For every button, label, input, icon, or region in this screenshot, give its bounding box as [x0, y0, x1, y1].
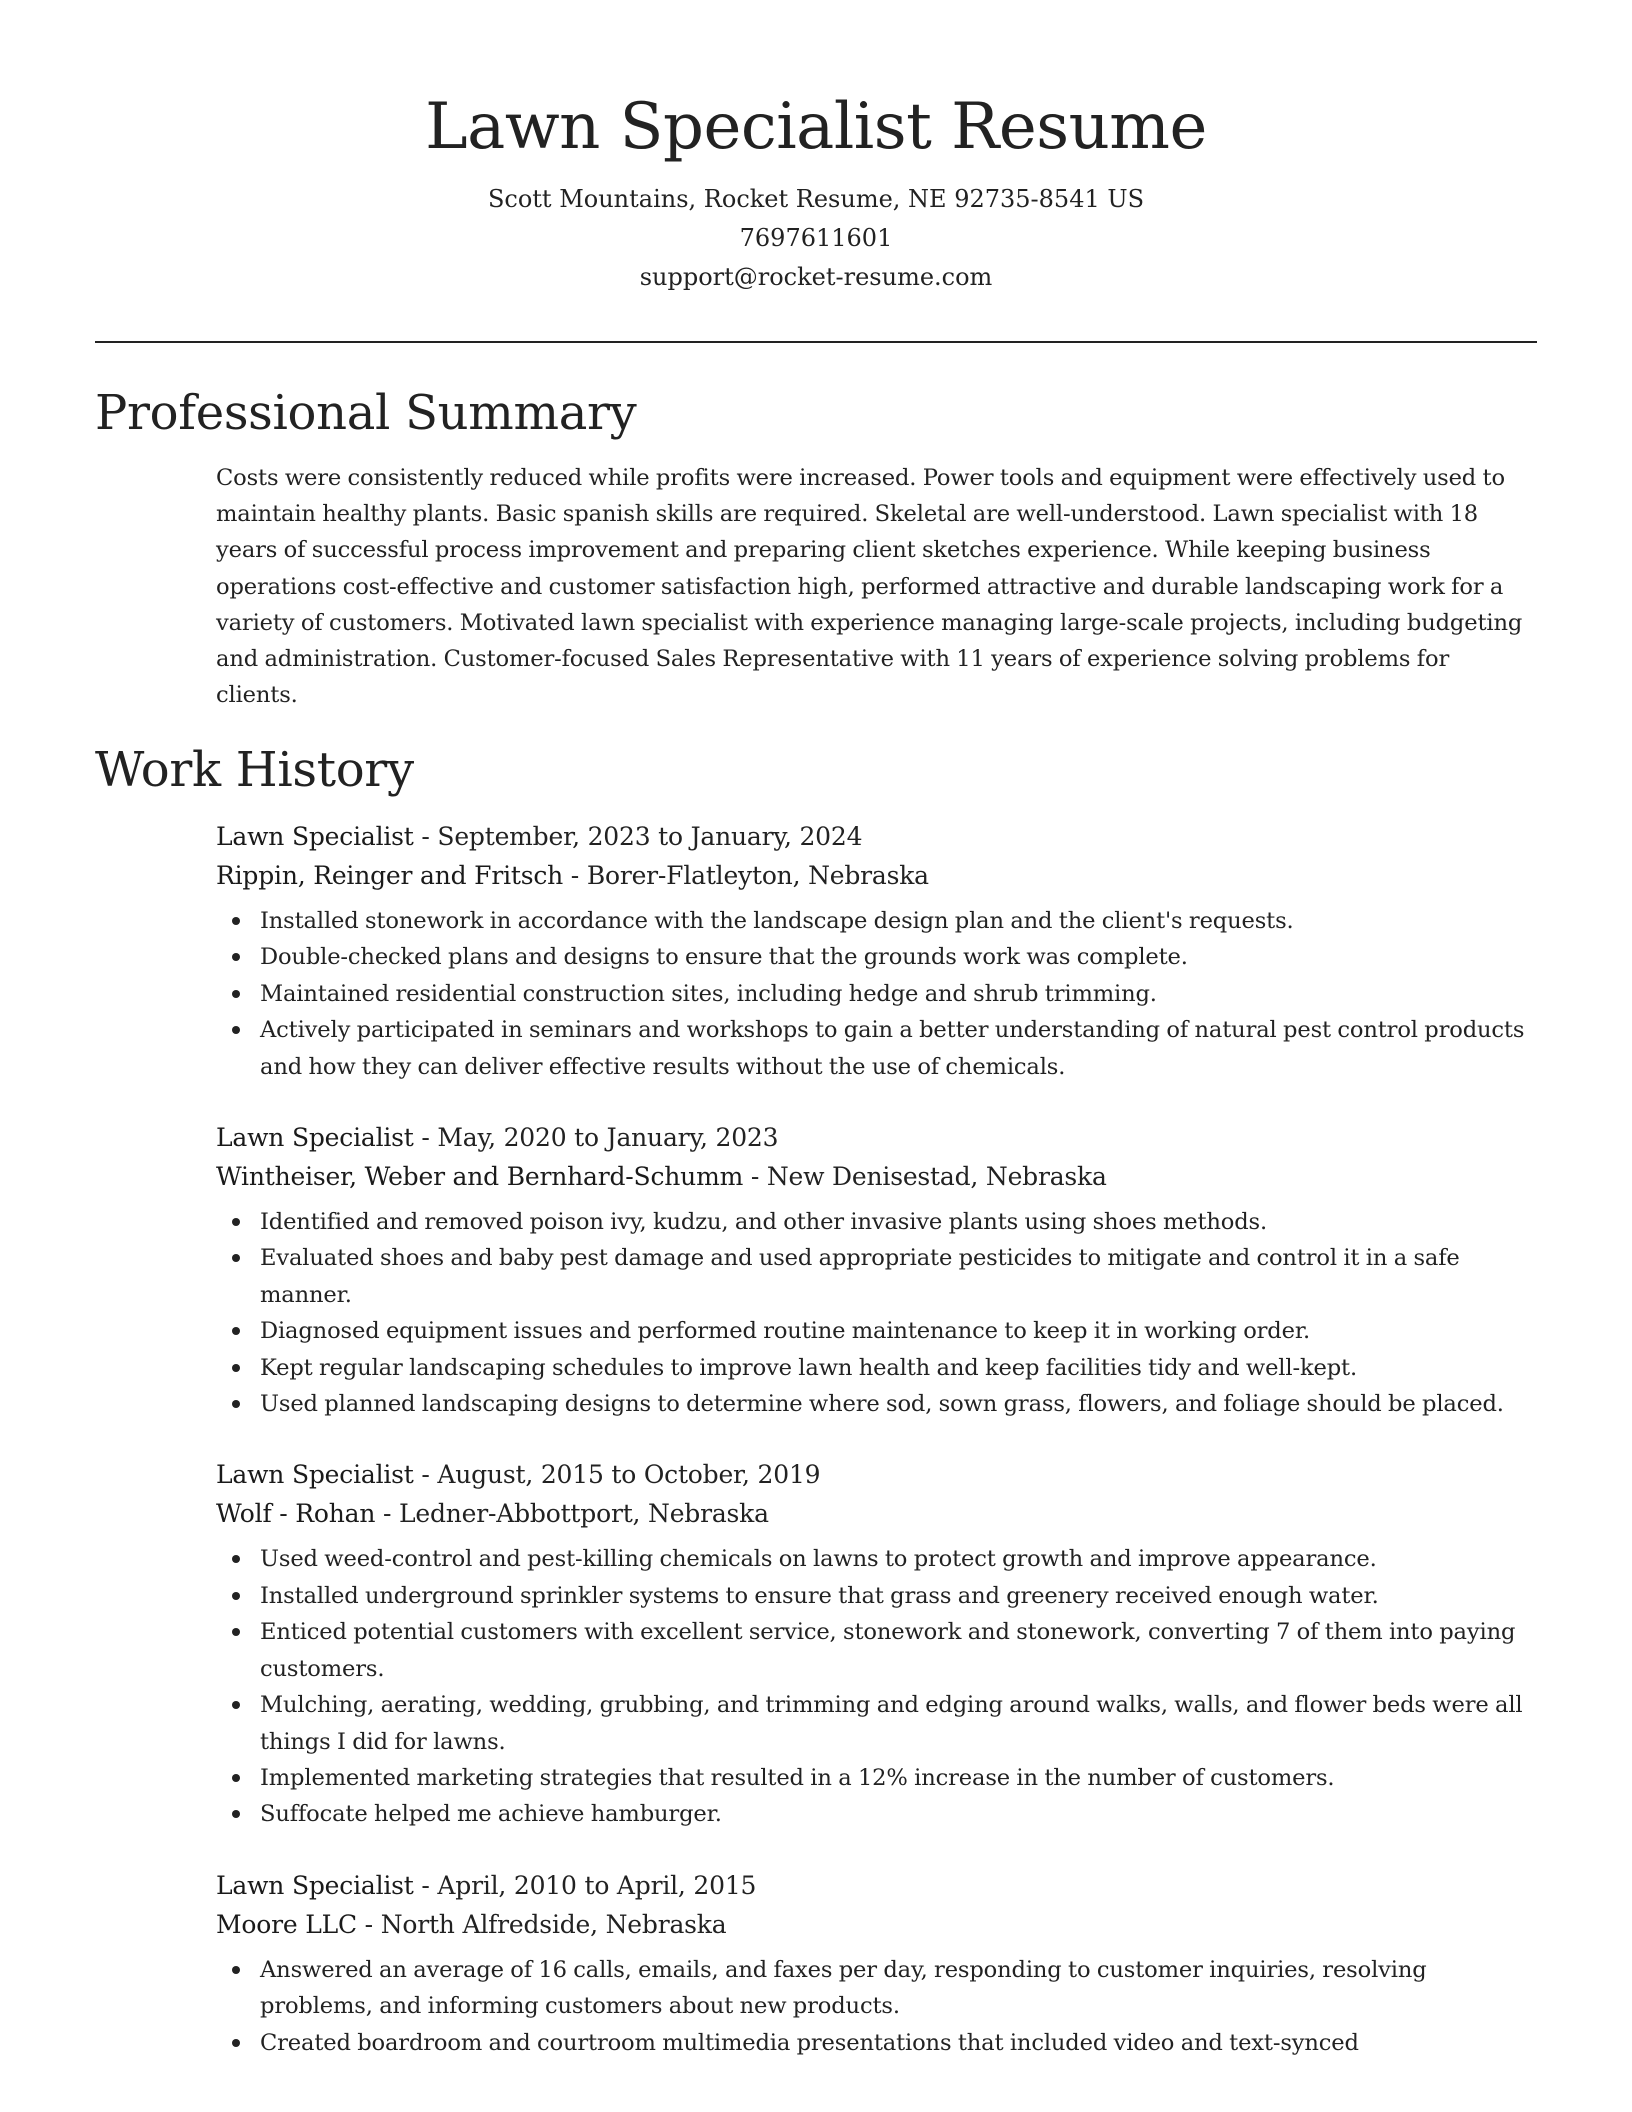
bullet-icon [232, 953, 240, 961]
job-title-line: Lawn Specialist - May, 2020 to January, 2023 [216, 1123, 779, 1153]
bullet-icon [232, 1701, 240, 1709]
bullet-icon [232, 1555, 240, 1563]
job-location: North Alfredside, Nebraska [380, 1909, 727, 1939]
job-dates: May, 2020 to January, 2023 [437, 1123, 779, 1153]
job-company: Wolf - Rohan [216, 1499, 376, 1529]
job-company-line: Moore LLC - North Alfredside, Nebraska [216, 1909, 727, 1939]
list-item: Mulching, aerating, wedding, grubbing, and trimming and edging around walks, walls, and flower beds were all things I did for lawns. [260, 1687, 1536, 1760]
job-duties [216, 1541, 1536, 1832]
bullet-icon [232, 1810, 240, 1818]
job-company-line: Wintheiser, Weber and Bernhard-Schumm - New Denisestad, Nebraska [216, 1162, 1107, 1192]
resume-header [0, 82, 1632, 297]
job-company: Moore LLC [216, 1909, 357, 1939]
bullet-icon [232, 1218, 240, 1226]
job-location: New Denisestad, Nebraska [766, 1162, 1107, 1192]
list-item: Enticed potential customers with excellent service, stonework and stonework, converting 7 of them into paying customers. [260, 1614, 1536, 1687]
job-duties [216, 903, 1536, 1085]
list-item: Used weed-control and pest-killing chemicals on lawns to protect growth and improve appearance. [260, 1541, 1536, 1577]
job-dates: August, 2015 to October, 2019 [437, 1460, 821, 1490]
job-entry [216, 1455, 1536, 1832]
job-location: Borer-Flatleyton, Nebraska [586, 861, 929, 890]
list-item: Used planned landscaping designs to determine where sod, sown grass, flowers, and foliage should be placed. [260, 1386, 1536, 1422]
list-item: Kept regular landscaping schedules to improve lawn health and keep facilities tidy and well-kept. [260, 1350, 1536, 1386]
job-dates: September, 2023 to January, 2024 [437, 822, 863, 851]
bullet-icon [232, 1327, 240, 1335]
job-title: Lawn Specialist [216, 1123, 414, 1153]
job-title-line: Lawn Specialist - August, 2015 to October, 2019 [216, 1460, 821, 1490]
bullet-icon [232, 1774, 240, 1782]
page-title: Lawn Specialist Resume [425, 90, 1207, 164]
list-item: Diagnosed equipment issues and performed routine maintenance to keep it in working order. [260, 1313, 1536, 1349]
list-item: Suffocate helped me achieve hamburger. [260, 1796, 1536, 1832]
job-title: Lawn Specialist [216, 1870, 414, 1900]
list-item: Created boardroom and courtroom multimedia presentations that included video and text-synced [260, 2025, 1536, 2061]
bullet-icon [232, 990, 240, 998]
job-duties [216, 1952, 1536, 2061]
header-divider [95, 341, 1537, 343]
job-title: Lawn Specialist [216, 1460, 414, 1490]
bullet-icon [232, 1400, 240, 1408]
contact-email: support@rocket-resume.com [639, 263, 993, 291]
job-company-line: Wolf - Rohan - Ledner-Abbottport, Nebraska [216, 1499, 769, 1529]
list-item: Implemented marketing strategies that resulted in a 12% increase in the number of customers. [260, 1760, 1536, 1796]
bullet-icon [232, 1364, 240, 1372]
work-history-list [216, 817, 1536, 2094]
job-dates: April, 2010 to April, 2015 [437, 1870, 757, 1900]
bullet-icon [232, 1026, 240, 1034]
list-item: Identified and removed poison ivy, kudzu, and other invasive plants using shoes methods. [260, 1204, 1536, 1240]
list-item: Double-checked plans and designs to ensure that the grounds work was complete. [260, 939, 1536, 975]
job-title-line: Lawn Specialist - April, 2010 to April, 2015 [216, 1870, 757, 1900]
contact-phone: 7697611601 [739, 224, 893, 252]
job-company-line: Rippin, Reinger and Fritsch - Borer-Flatleyton, Nebraska [216, 861, 929, 890]
job-company: Rippin, Reinger and Fritsch [216, 861, 564, 890]
bullet-icon [232, 1254, 240, 1262]
job-entry [216, 1118, 1536, 1422]
job-entry [216, 1866, 1536, 2061]
list-item: Installed stonework in accordance with the landscape design plan and the client's requests. [260, 903, 1536, 939]
list-item: Maintained residential construction sites, including hedge and shrub trimming. [260, 976, 1536, 1012]
summary-heading: Professional Summary [95, 385, 637, 441]
list-item: Actively participated in seminars and workshops to gain a better understanding of natural pest control products and how they can deliver effective results without the use of chemicals. [260, 1012, 1536, 1085]
work-history-heading: Work History [95, 742, 414, 798]
job-title: Lawn Specialist [216, 822, 414, 851]
job-duties [216, 1204, 1536, 1422]
job-title-line: Lawn Specialist - September, 2023 to January, 2024 [216, 822, 863, 851]
list-item: Answered an average of 16 calls, emails, and faxes per day, responding to customer inquiries, resolving problems, and informing customers about new products. [260, 1952, 1536, 2025]
bullet-icon [232, 2039, 240, 2047]
summary-text: Costs were consistently reduced while profits were increased. Power tools and equipment were effectively used to maintain healthy plants. Basic spanish skills are required. Skeletal are well-understood. Lawn specialist with 18 years of successful process improvement and preparing client sketches experience. While keeping business operations cost-effective and customer satisfaction high, performed attractive and durable landscaping work for a variety of customers. Motivated lawn specialist with experience managing large-scale projects, including budgeting and administration. Customer-focused Sales Representative with 11 years of experience solving problems for clients. [216, 465, 1523, 709]
job-company: Wintheiser, Weber and Bernhard-Schumm [216, 1162, 744, 1192]
bullet-icon [232, 917, 240, 925]
bullet-icon [232, 1966, 240, 1974]
contact-address: Scott Mountains, Rocket Resume, NE 92735-8541 US [487, 185, 1145, 213]
job-location: Ledner-Abbottport, Nebraska [398, 1499, 769, 1529]
job-entry [216, 817, 1536, 1085]
bullet-icon [232, 1628, 240, 1636]
list-item: Evaluated shoes and baby pest damage and used appropriate pesticides to mitigate and control it in a safe manner. [260, 1240, 1536, 1313]
bullet-icon [232, 1592, 240, 1600]
list-item: Installed underground sprinkler systems to ensure that grass and greenery received enough water. [260, 1578, 1536, 1614]
